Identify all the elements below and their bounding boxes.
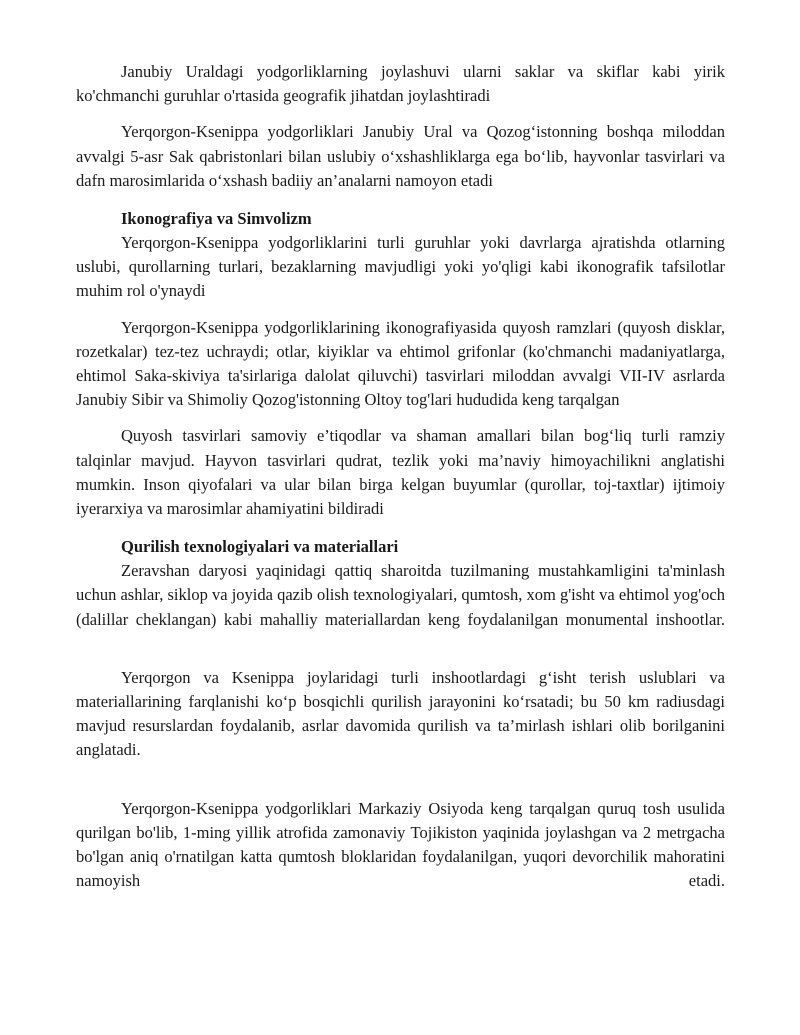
paragraph-iconographic-details: Yerqorgon-Ksenippa yodgorliklarini turli guruhlar yoki davrlarga ajratishda otlarning uslubi, qurollarning turlari, bezaklarning mavjudligi yoki yo'qligi kabi ikonografik tafsilotlar muhim rol o'ynaydi — [76, 233, 725, 301]
section-construction — [76, 535, 725, 632]
paragraph-symbolic-interpretations: Quyosh tasvirlari samoviy e’tiqodlar va shaman amallari bilan bog‘liq turli ramziy talqinlar mavjud. Hayvon tasvirlari qudrat, tezlik yoki ma’naviy himoyachilikni anglatishi mumkin. Inson qiyofalari va ular bilan birga kelgan buyumlar (qurollar, toj-taxtlar) ijtimoiy iyerarxiya va marosimlar ahamiyatini bildiradi — [76, 426, 725, 519]
paragraph-solar-symbols: Yerqorgon-Ksenippa yodgorliklarining ikonografiyasida quyosh ramzlari (quyosh disklar, rozetkalar) tez-tez uchraydi; otlar, kiyiklar va ehtimol grifonlar (ko'chmanchi madaniyatlarga, ehtimol Saka-skiviya ta'sirlariga dalolat qiluvchi) tasvirlari miloddan avvalgi VII-IV asrlarda Janubiy Sibir va Shimoliy Qozog'istonning Oltoy tog'lari hududida keng tarqalgan — [76, 317, 725, 410]
paragraph-saka-similarities: Yerqorgon-Ksenippa yodgorliklari Janubiy Ural va Qozog‘istonning boshqa miloddan avvalgi 5-asr Sak qabristonlari bilan uslubiy o‘xshashliklarga ega bo‘lib, hayvonlar tasvirlari va dafn marosimlarida o‘xshash badiiy an’analarni namoyon etadi — [76, 122, 725, 190]
paragraph-masonry-styles: Yerqorgon va Ksenippa joylaridagi turli inshootlardagi g‘isht terish uslublari va materiallarining farqlanishi ko‘p bosqichli qurilish jarayonini ko‘rsatadi; bu 50 km radiusdagi mavjud resurslardan foydalanib, asrlar davomida qurilish va ta’mirlash ishlari olib borilganini anglatadi. — [76, 667, 725, 760]
paragraph-dry-stone: Yerqorgon-Ksenippa yodgorliklari Markaziy Osiyoda keng tarqalgan quruq tosh usulida qurilgan bo'lib, 1-ming yillik atrofida zamonaviy Tojikiston yaqinida joylashgan va 2 metrgacha bo'lgan aniq o'rnatilgan katta qumtosh bloklaridan foydalanilgan, yuqori devorchilik mahoratini namoyish etadi. — [76, 798, 725, 891]
section-heading: Ikonografiya va Simvolizm — [121, 209, 312, 229]
document-page — [76, 60, 725, 893]
paragraph-ural-location: Janubiy Uraldagi yodgorliklarning joylashuvi ularni saklar va skiflar kabi yirik ko'chmanchi guruhlar o'rtasida geografik jihatdan joylashtiradi — [76, 62, 725, 106]
section-iconography — [76, 207, 725, 304]
paragraph-materials: Zeravshan daryosi yaqinidagi qattiq sharoitda tuzilmaning mustahkamligini ta'minlash uchun ashlar, siklop va joyida qazib olish texnologiyalari, qumtosh, xom g'isht va ehtimol yog'och (dalillar cheklangan) kabi mahalliy materiallardan keng foydalanilgan monumental inshootlar. — [76, 561, 725, 629]
section-heading: Qurilish texnologiyalari va materiallari — [121, 537, 399, 557]
